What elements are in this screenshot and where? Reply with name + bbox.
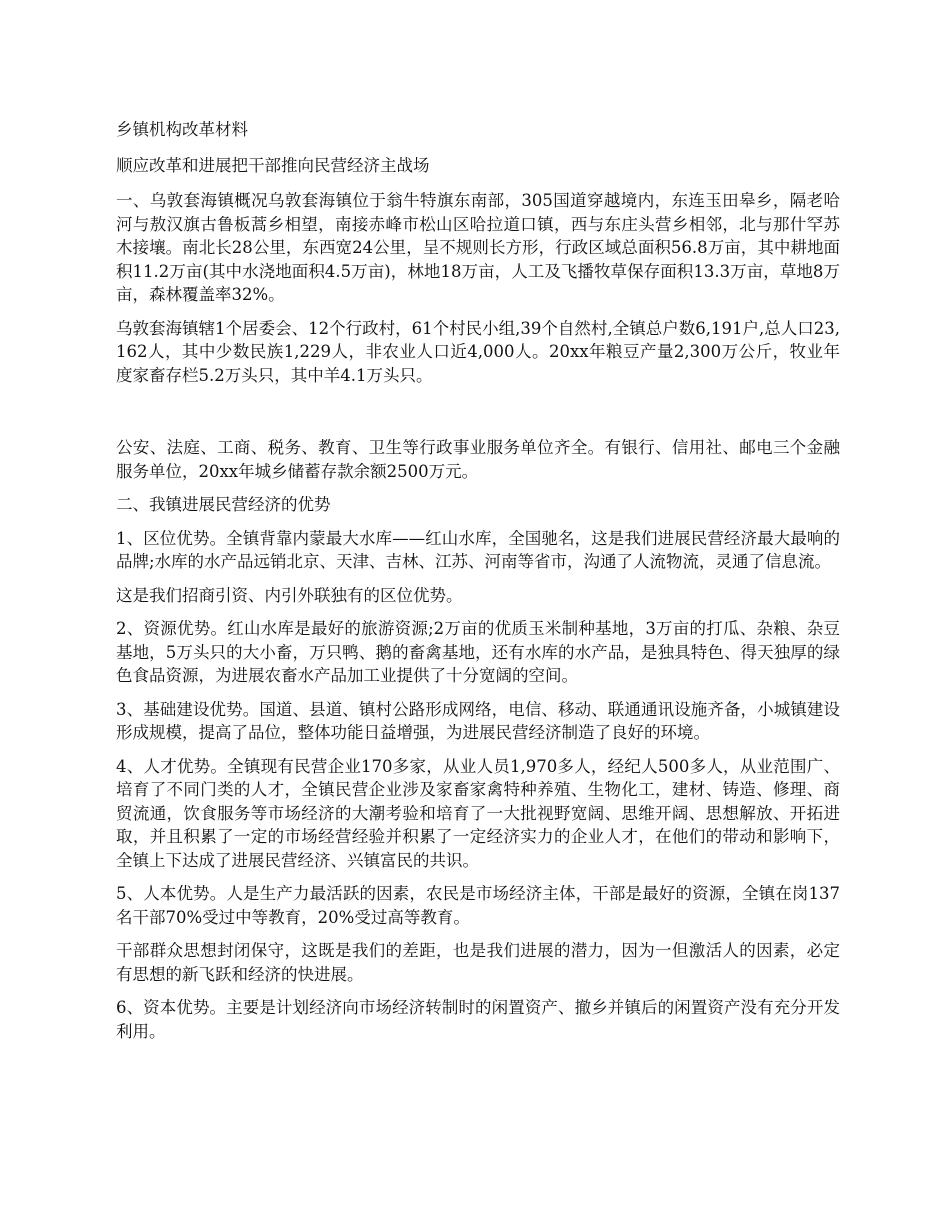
paragraph-location-summary: 这是我们招商引资、内引外联独有的区位优势。 xyxy=(116,585,463,605)
paragraph-resource-advantage: 2、资源优势。红山水库是最好的旅游资源;2万亩的优质玉米制种基地，3万亩的打瓜、杂粮、杂豆基地，5万头只的大小畜，万只鸭、鹅的畜禽基地，还有水库的水产品，是独具特色、得天独厚的绿色食品资源，为进展农畜水产品加工业提供了十分宽阔的空间。 xyxy=(116,619,840,685)
document-title: 乡镇机构改革材料 xyxy=(116,120,248,139)
document-subtitle: 顺应改革和进展把干部推向民营经济主战场 xyxy=(116,155,430,175)
paragraph-population: 乌敦套海镇辖1个居委会、12个行政村，61个村民小组,39个自然村,全镇总户数6,191户,总人口23,162人，其中少数民族1,229人，非农业人口近4,000人。20xx年粮豆产量2,300万公斤，牧业年度家畜存栏5.2万头只，其中羊4.1万头只。 xyxy=(116,318,840,385)
paragraph-human-advantage: 5、人本优势。人是生产力最活跃的因素，农民是市场经济主体，干部是最好的资源，全镇在岗137名干部70%受过中等教育，20%受过高等教育。 xyxy=(116,884,840,927)
paragraph-overview: 一、乌敦套海镇概况乌敦套海镇位于翁牛特旗东南部，305国道穿越境内，东连玉田皋乡，隔老哈河与敖汉旗古鲁板蒿乡相望，南接赤峰市松山区哈拉道口镇，西与东庄头营乡相邻，北与那什罕苏木接壤。南北长28公里，东西宽24公里，呈不规则长方形，行政区域总面积56.8万亩，其中耕地面积11.2万亩(其中水浇地面积4.5万亩)，林地18万亩，人工及飞播牧草保存面积13.3万亩，草地8万亩，森林覆盖率32%。 xyxy=(116,191,840,304)
section-heading-advantages: 二、我镇进展民营经济的优势 xyxy=(116,495,331,514)
paragraph-potential: 干部群众思想封闭保守，这既是我们的差距，也是我们进展的潜力，因为一但激活人的因素，必定有思想的新飞跃和经济的快进展。 xyxy=(116,941,840,984)
document-page xyxy=(116,118,840,1053)
paragraph-talent-advantage: 4、人才优势。全镇现有民营企业170多家，从业人员1,970多人，经纪人500多人，从业范围广、培育了不同门类的人才，全镇民营企业涉及家畜家禽特种养殖、生物化工，建材、铸造、修理、商贸流通，饮食服务等市场经济的大潮考验和培育了一大批视野宽阔、思维开阔、思想解放、开拓进取，并且积累了一定的市场经营经验并积累了一定经济实力的企业人才，在他们的带动和影响下，全镇上下达成了进展民营经济、兴镇富民的共识。 xyxy=(116,756,840,870)
paragraph-location-advantage: 1、区位优势。全镇背靠内蒙最大水库——红山水库，全国驰名，这是我们进展民营经济最大最响的品牌;水库的水产品远销北京、天津、吉林、江苏、河南等省市，沟通了人流物流，灵通了信息流。 xyxy=(116,528,840,571)
paragraph-services: 公安、法庭、工商、税务、教育、卫生等行政事业服务单位齐全。有银行、信用社、邮电三个金融服务单位，20xx年城乡储蓄存款余额2500万元。 xyxy=(116,438,840,481)
paragraph-infrastructure-advantage: 3、基础建设优势。国道、县道、镇村公路形成网络，电信、移动、联通通讯设施齐备，小城镇建设形成规模，提高了品位，整体功能日益增强，为进展民营经济制造了良好的环境。 xyxy=(116,699,840,742)
paragraph-capital-advantage: 6、资本优势。主要是计划经济向市场经济转制时的闲置资产、撤乡并镇后的闲置资产没有充分开发利用。 xyxy=(116,998,840,1041)
